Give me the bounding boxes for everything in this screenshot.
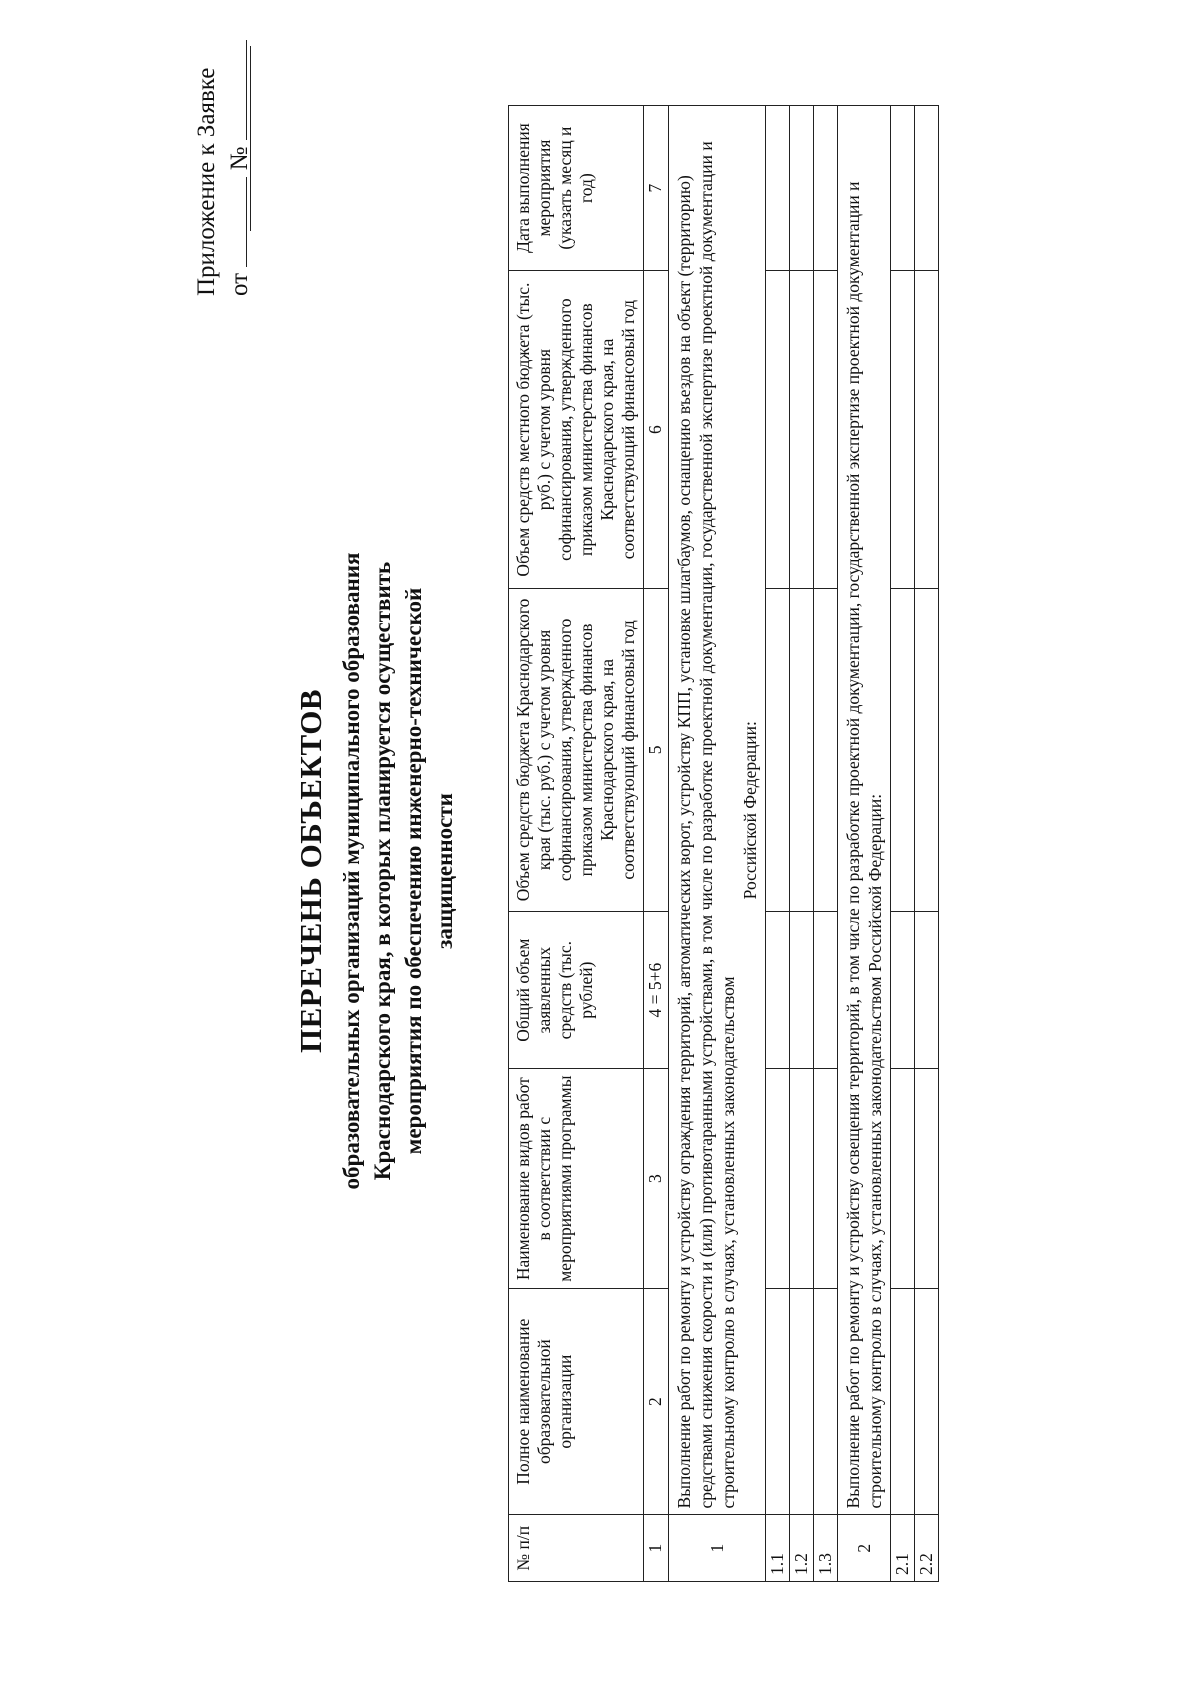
table-row: [766, 106, 790, 1582]
empty-cell[interactable]: [790, 911, 814, 1069]
section-number: 2: [838, 1515, 891, 1582]
empty-cell[interactable]: [915, 589, 939, 912]
row-number: 2.1: [891, 1515, 915, 1582]
empty-cell[interactable]: [814, 1288, 838, 1515]
top-signature-line: [250, 46, 251, 231]
header-org-name: Полное наименование образовательной организации: [509, 1288, 644, 1515]
appendix-block: [190, 36, 256, 296]
empty-cell[interactable]: [790, 1069, 814, 1288]
appendix-date-number-line: [223, 36, 256, 296]
number-label: №: [226, 146, 253, 171]
table-row: [915, 106, 939, 1582]
empty-cell[interactable]: [891, 106, 915, 271]
section-text: Выполнение работ по ремонту и устройству освещения территорий, в том числе по разработке проектной документации, государственной экспертизе проектной документации и строительному контролю в случаях, установленных законодательством Российской Федерации:: [843, 181, 885, 1509]
empty-cell[interactable]: [766, 106, 790, 271]
header-regional-budget: Объем средств бюджета Краснодарского края (тыс. руб.) с учетом уровня софинансирования, утвержденного приказом министерства финансов Краснодарского края, на соответствующий финансовый год: [509, 589, 644, 912]
empty-cell[interactable]: [766, 1288, 790, 1515]
section-description: [838, 106, 891, 1515]
subtitle-line-1: образовательных организаций муниципального образования: [339, 552, 364, 1190]
table-header-row: [509, 106, 644, 1582]
empty-cell[interactable]: [790, 271, 814, 589]
empty-cell[interactable]: [891, 1069, 915, 1288]
empty-cell[interactable]: [766, 589, 790, 912]
number-blank-line: [224, 40, 247, 140]
index-cell: 6: [644, 271, 669, 589]
section-text-end: Российской Федерации:: [740, 721, 760, 900]
objects-table: [508, 105, 939, 1582]
index-cell: 5: [644, 589, 669, 912]
table-row: [891, 106, 915, 1582]
row-number: 1.3: [814, 1515, 838, 1582]
empty-cell[interactable]: [891, 1288, 915, 1515]
index-cell: 2: [644, 1288, 669, 1515]
section-text: Выполнение работ по ремонту и устройству ограждения территорий, автоматических ворот, устройству КПП, установке шлагбаумов, оснащению въездов на объект (территорию) средствами снижения скорости и (или) противотаранными устройствами, в том числе по разработке проектной документации, государственной экспертизе проектной документации и строительному контролю в случаях, установленных законодательством: [674, 141, 738, 1509]
table-row: [790, 106, 814, 1582]
index-cell: 1: [644, 1515, 669, 1582]
column-index-row: [644, 106, 669, 1582]
empty-cell[interactable]: [814, 106, 838, 271]
empty-cell[interactable]: [790, 1288, 814, 1515]
empty-cell[interactable]: [915, 106, 939, 271]
subtitle-line-4: защищенности: [432, 793, 457, 949]
empty-cell[interactable]: [915, 911, 939, 1069]
empty-cell[interactable]: [814, 911, 838, 1069]
subtitle-line-2: Краснодарского края, в которых планируется осуществить: [370, 561, 395, 1181]
empty-cell[interactable]: [766, 1069, 790, 1288]
empty-cell[interactable]: [915, 271, 939, 589]
from-label: от: [226, 272, 253, 296]
index-cell: 3: [644, 1069, 669, 1288]
empty-cell[interactable]: [766, 271, 790, 589]
empty-cell[interactable]: [891, 589, 915, 912]
section-row-2: [838, 106, 891, 1582]
subtitle-line-3: мероприятия по обеспечению инженерно-технической: [401, 587, 426, 1155]
index-cell: 7: [644, 106, 669, 271]
empty-cell[interactable]: [814, 271, 838, 589]
header-work-type: Наименование видов работ в соответствии с мероприятиями программы: [509, 1069, 644, 1288]
row-number: 1.2: [790, 1515, 814, 1582]
header-number: № п/п: [509, 1515, 644, 1582]
row-number: 2.2: [915, 1515, 939, 1582]
document-title: ПЕРЕЧЕНЬ ОБЪЕКТОВ: [293, 688, 328, 1054]
section-row-1: [669, 106, 766, 1582]
index-cell: 4 = 5+6: [644, 911, 669, 1069]
empty-cell[interactable]: [891, 911, 915, 1069]
appendix-title: Приложение к Заявке: [193, 67, 220, 296]
date-blank-line: [224, 177, 247, 267]
header-total-amount: Общий объем заявленных средств (тыс. рублей): [509, 911, 644, 1069]
section-number: 1: [669, 1515, 766, 1582]
title-block: [292, 146, 460, 1596]
empty-cell[interactable]: [915, 1069, 939, 1288]
empty-cell[interactable]: [790, 106, 814, 271]
empty-cell[interactable]: [766, 911, 790, 1069]
header-completion-date: Дата выполнения мероприятия (указать месяц и год): [509, 106, 644, 271]
empty-cell[interactable]: [790, 589, 814, 912]
header-local-budget: Объем средств местного бюджета (тыс. руб.) с учетом уровня софинансирования, утвержденного приказом министерства финансов Краснодарского края, на соответствующий финансовый год: [509, 271, 644, 589]
table-row: [814, 106, 838, 1582]
empty-cell[interactable]: [891, 271, 915, 589]
empty-cell[interactable]: [814, 1069, 838, 1288]
empty-cell[interactable]: [814, 589, 838, 912]
empty-cell[interactable]: [915, 1288, 939, 1515]
row-number: 1.1: [766, 1515, 790, 1582]
section-description: [669, 106, 766, 1515]
